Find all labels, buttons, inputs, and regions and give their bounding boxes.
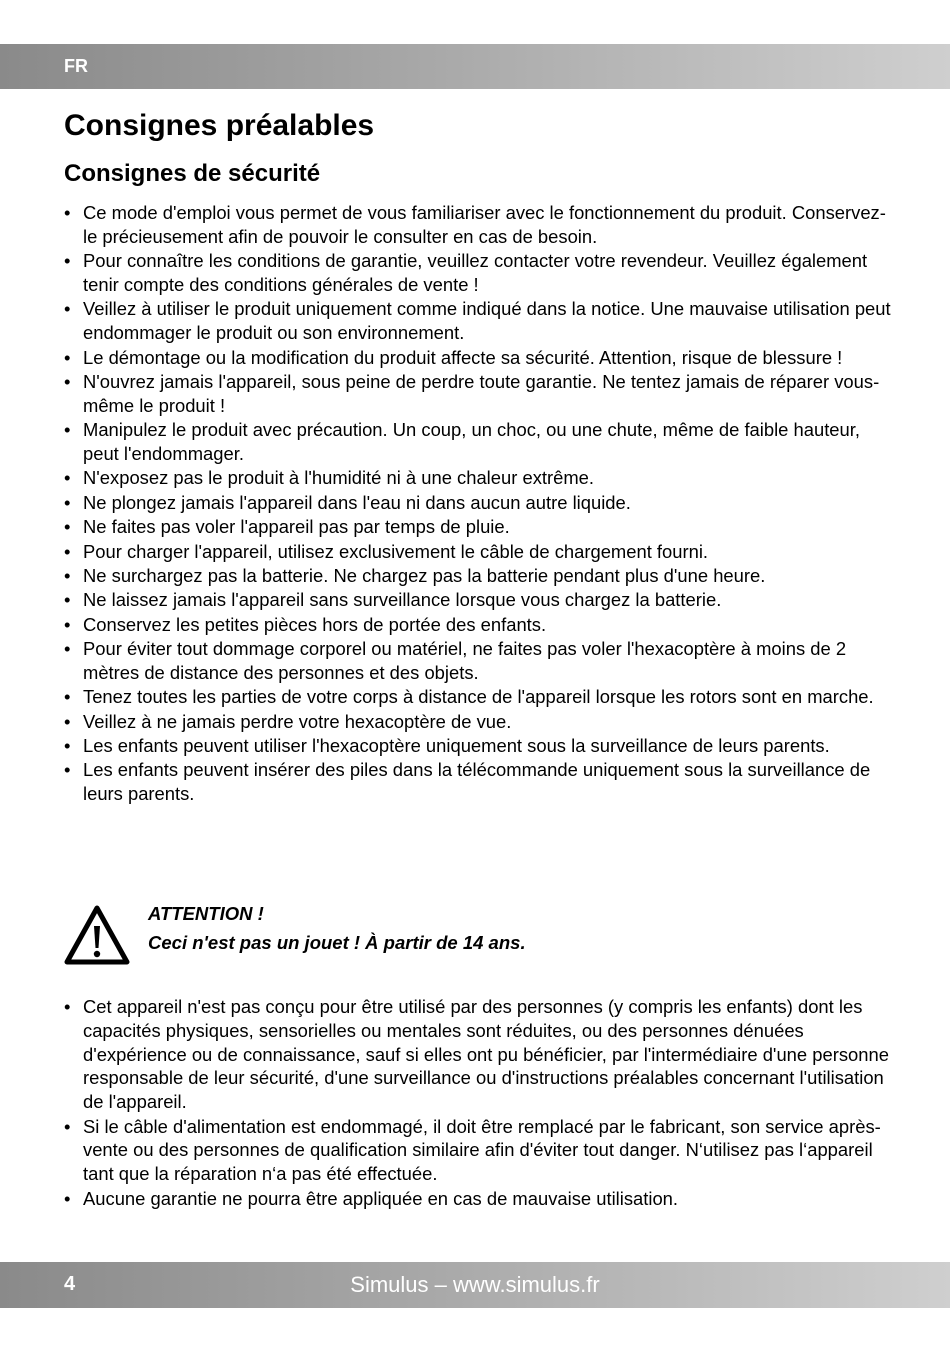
list-item: • Ne plongez jamais l'appareil dans l'eau ni dans aucun autre liquide. [64,491,894,515]
list-item: • Si le câble d'alimentation est endommagé, il doit être remplacé par le fabricant, son service après-vente ou des personnes de qualification similaire afin d'éviter tout danger. N‘utilisez pas l‘appareil tant que la réparation n‘a pas été effectuée. [64,1115,894,1186]
header-bar [0,44,950,89]
list-item: • Ce mode d'emploi vous permet de vous familiariser avec le fonctionnement du produit. Conservez-le précieusement afin de pouvoir le consulter en cas de besoin. [64,201,894,249]
list-item: • N'ouvrez jamais l'appareil, sous peine de perdre toute garantie. Ne tentez jamais de réparer vous-même le produit ! [64,370,894,418]
list-item: • Ne surchargez pas la batterie. Ne chargez pas la batterie pendant plus d'une heure. [64,564,894,588]
footer-website: Simulus – www.simulus.fr [350,1272,600,1297]
section-title: Consignes de sécurité [64,160,321,187]
list-item: • Les enfants peuvent utiliser l'hexacoptère uniquement sous la surveillance de leurs parents. [64,734,894,758]
list-item: • N'exposez pas le produit à l'humidité ni à une chaleur extrême. [64,466,894,490]
safety-list-2 [64,995,894,1211]
list-item: • Tenez toutes les parties de votre corps à distance de l'appareil lorsque les rotors sont en marche. [64,685,894,709]
warning-box [64,900,884,970]
list-item: • Veillez à ne jamais perdre votre hexacoptère de vue. [64,710,894,734]
list-item: • Conservez les petites pièces hors de portée des enfants. [64,613,894,637]
list-item: • Ne laissez jamais l'appareil sans surveillance lorsque vous chargez la batterie. [64,588,894,612]
list-item: • Pour éviter tout dommage corporel ou matériel, ne faites pas voler l'hexacoptère à moins de 2 mètres de distance des personnes et des objets. [64,637,894,685]
list-item: • Le démontage ou la modification du produit affecte sa sécurité. Attention, risque de blessure ! [64,346,894,370]
list-item: • Les enfants peuvent insérer des piles dans la télécommande uniquement sous la surveillance de leurs parents. [64,758,894,806]
footer-bar [0,1262,950,1308]
page-title: Consignes préalables [64,109,375,142]
list-item: • Pour charger l'appareil, utilisez exclusivement le câble de chargement fourni. [64,540,894,564]
list-item: • Pour connaître les conditions de garantie, veuillez contacter votre revendeur. Veuillez également tenir compte des conditions générales de vente ! [64,249,894,297]
list-item: • Manipulez le produit avec précaution. Un coup, un choc, ou une chute, même de faible hauteur, peut l'endommager. [64,418,894,466]
warning-triangle-icon [64,904,130,966]
list-item: • Ne faites pas voler l'appareil pas par temps de pluie. [64,515,894,539]
warning-text: Ceci n'est pas un jouet ! À partir de 14 ans. [148,932,526,953]
page-number: 4 [64,1273,76,1295]
list-item: • Veillez à utiliser le produit uniquement comme indiqué dans la notice. Une mauvaise utilisation peut endommager le produit ou son environnement. [64,297,894,345]
list-item: • Cet appareil n'est pas conçu pour être utilisé par des personnes (y compris les enfants) dont les capacités physiques, sensorielles ou mentales sont réduites, ou des personnes dénuées d'expérience ou de connaissance, sauf si elles ont pu bénéficier, par l'intermédiaire d'une personne responsable de leur sécurité, d'une surveillance ou d'instructions préalables concernant l'utilisation de l'appareil. [64,995,894,1114]
list-item: • Aucune garantie ne pourra être appliquée en cas de mauvaise utilisation. [64,1187,894,1211]
warning-title: ATTENTION ! [148,903,264,924]
safety-list [64,201,894,807]
language-label: FR [64,56,88,76]
